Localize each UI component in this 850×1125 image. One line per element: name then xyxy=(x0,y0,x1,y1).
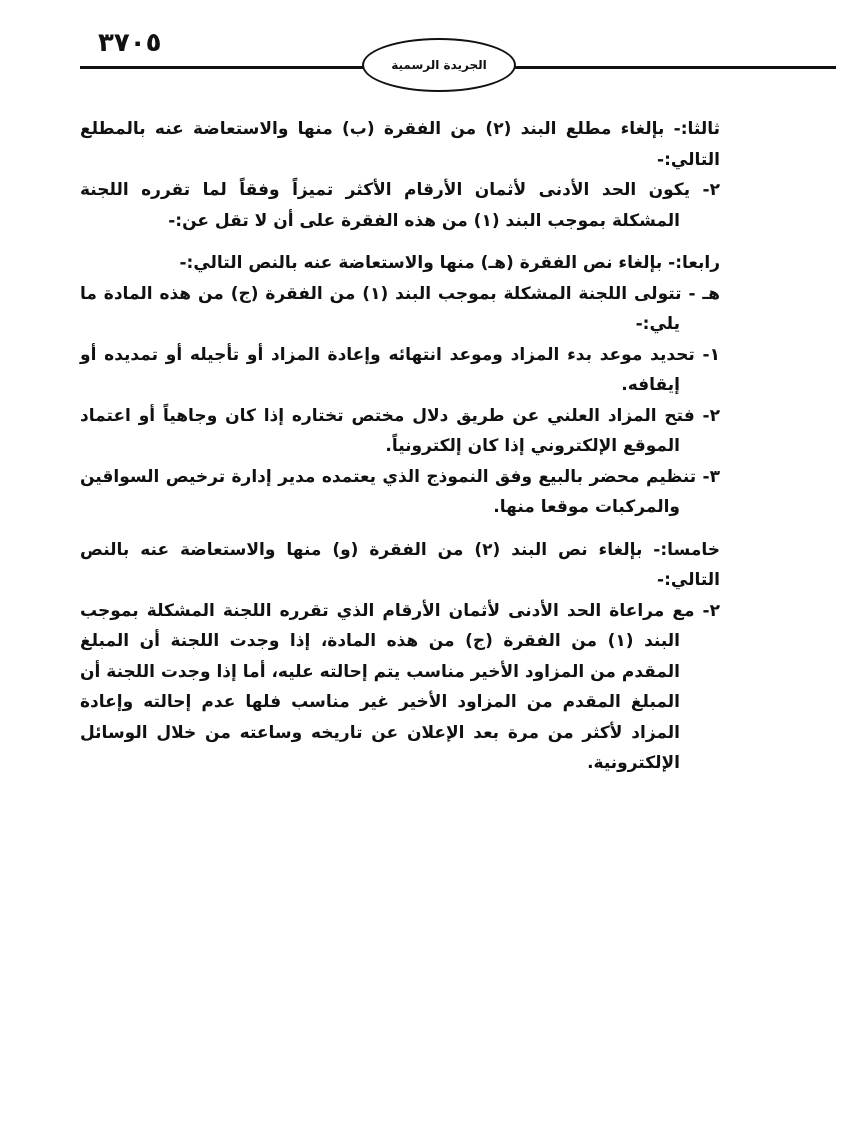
spacer xyxy=(80,523,720,535)
section-four-item-2: ٢- فتح المزاد العلني عن طريق دلال مختص تختاره إذا كان وجاهياً أو اعتماد الموقع الإلكتروني إذا كان إلكترونياً. xyxy=(80,405,720,456)
section-five-item-2: ٢- مع مراعاة الحد الأدنى لأثمان الأرقام الذي تقرره اللجنة المشكلة بموجب البند (١) من الفقرة (ج) من هذه المادة، إذا وجدت اللجنة أن المبلغ المقدم من المزاود الأخير مناسب يتم إحالته عليه، أما إذا وجدت اللجنة أن المبلغ المقدم من المزاود الأخير غير مناسب فلها عدم إحالته وإعادة المزاد لأكثر من مرة بعد الإعلان عن تاريخه وساعته من خلال الوسائل الإلكترونية. xyxy=(80,600,720,773)
spacer xyxy=(80,236,720,248)
section-four-item-3: ٣- تنظيم محضر بالبيع وفق النموذج الذي يعتمده مدير إدارة ترخيص السواقين والمركبات موقعا منها. xyxy=(80,466,720,517)
section-four-paragraph-h: هـ - تتولى اللجنة المشكلة بموجب البند (١) من الفقرة (ج) من هذه المادة ما يلي:- xyxy=(80,283,720,334)
publication-oval xyxy=(362,38,516,92)
section-three-item-2: ٢- يكون الحد الأدنى لأثمان الأرقام الأكثر تميزاً وفقاً لما تقرره اللجنة المشكلة بموجب البند (١) من هذه الفقرة على أن لا تقل عن:- xyxy=(80,180,720,231)
document-body xyxy=(80,114,720,779)
page-number: ٣٧٠٥ xyxy=(98,28,162,58)
publication-name: الجريدة الرسمية xyxy=(391,58,487,72)
section-four-item-1: ١- تحديد موعد بدء المزاد وموعد انتهائه وإعادة المزاد أو تأجيله أو تمديده أو إيقافه. xyxy=(80,344,720,395)
section-four-heading: رابعا:- بإلغاء نص الفقرة (هـ) منها والاستعاضة عنه بالنص التالي:- xyxy=(179,253,720,273)
section-five-heading: خامسا:- بإلغاء نص البند (٢) من الفقرة (و) منها والاستعاضة عنه بالنص التالي:- xyxy=(80,539,720,590)
section-three-heading: ثالثا:- بإلغاء مطلع البند (٢) من الفقرة (ب) منها والاستعاضة عنه بالمطلع التالي:- xyxy=(80,119,720,170)
